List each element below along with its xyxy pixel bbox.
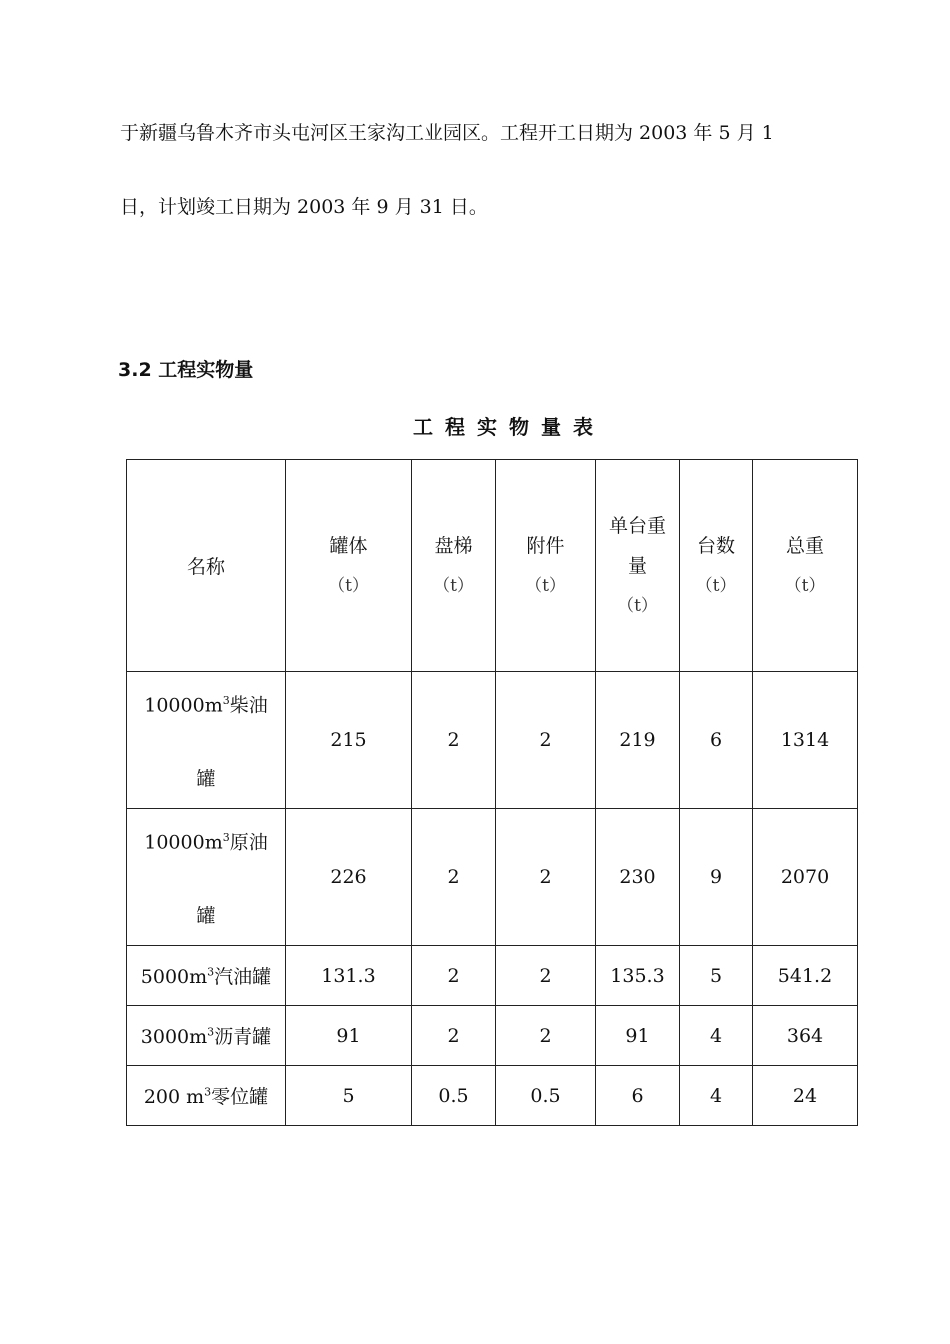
header-name: 名称 bbox=[127, 460, 286, 672]
cell-total: 24 bbox=[753, 1066, 858, 1126]
header-tank-body: 罐体 （t） bbox=[286, 460, 412, 672]
table-row bbox=[127, 809, 858, 946]
cell-name: 200 $m^3$零位罐 bbox=[127, 1066, 286, 1126]
cell-name: $5000m^3$汽油罐 bbox=[127, 946, 286, 1006]
cell-attachments: 2 bbox=[496, 946, 596, 1006]
cell-count: 5 bbox=[680, 946, 753, 1006]
cell-ladder: 2 bbox=[412, 946, 496, 1006]
cell-name: $10000m^3$柴油 罐 bbox=[127, 672, 286, 809]
cell-total: 541.2 bbox=[753, 946, 858, 1006]
header-attachments: 附件 （t） bbox=[496, 460, 596, 672]
header-unit-weight: 单台重 量 （t） bbox=[596, 460, 680, 672]
table-header-row bbox=[127, 460, 858, 672]
cell-body: 91 bbox=[286, 1006, 412, 1066]
cell-name: $10000m^3$原油 罐 bbox=[127, 809, 286, 946]
cell-body: 215 bbox=[286, 672, 412, 809]
table-row bbox=[127, 946, 858, 1006]
cell-attachments: 2 bbox=[496, 1006, 596, 1066]
header-total-weight: 总重 （t） bbox=[753, 460, 858, 672]
cell-count: 4 bbox=[680, 1066, 753, 1126]
cell-unit-weight: 135.3 bbox=[596, 946, 680, 1006]
header-count: 台数 （t） bbox=[680, 460, 753, 672]
cell-total: 1314 bbox=[753, 672, 858, 809]
cell-attachments: 2 bbox=[496, 672, 596, 809]
cell-body: 5 bbox=[286, 1066, 412, 1126]
cell-unit-weight: 230 bbox=[596, 809, 680, 946]
cell-attachments: 2 bbox=[496, 809, 596, 946]
section-heading: 3.2 工程实物量 bbox=[118, 359, 254, 381]
cell-ladder: 0.5 bbox=[412, 1066, 496, 1126]
quantity-table bbox=[126, 459, 858, 1126]
cell-body: 226 bbox=[286, 809, 412, 946]
cell-count: 4 bbox=[680, 1006, 753, 1066]
cell-attachments: 0.5 bbox=[496, 1066, 596, 1126]
cell-unit-weight: 219 bbox=[596, 672, 680, 809]
table-row bbox=[127, 1006, 858, 1066]
cell-total: 364 bbox=[753, 1006, 858, 1066]
cell-unit-weight: 6 bbox=[596, 1066, 680, 1126]
header-ladder: 盘梯 （t） bbox=[412, 460, 496, 672]
cell-count: 6 bbox=[680, 672, 753, 809]
cell-count: 9 bbox=[680, 809, 753, 946]
table-row bbox=[127, 1066, 858, 1126]
body-text-line-1: 于新疆乌鲁木齐市头屯河区王家沟工业园区。工程开工日期为 2003 年 5 月 1 bbox=[120, 122, 774, 144]
cell-ladder: 2 bbox=[412, 1006, 496, 1066]
cell-name: $3000m^3$沥青罐 bbox=[127, 1006, 286, 1066]
table-row bbox=[127, 672, 858, 809]
body-text-line-2: 日，计划竣工日期为 2003 年 9 月 31 日。 bbox=[120, 196, 488, 218]
cell-ladder: 2 bbox=[412, 809, 496, 946]
cell-unit-weight: 91 bbox=[596, 1006, 680, 1066]
cell-body: 131.3 bbox=[286, 946, 412, 1006]
table-title: 工程实物量表 bbox=[413, 415, 605, 439]
cell-total: 2070 bbox=[753, 809, 858, 946]
cell-ladder: 2 bbox=[412, 672, 496, 809]
